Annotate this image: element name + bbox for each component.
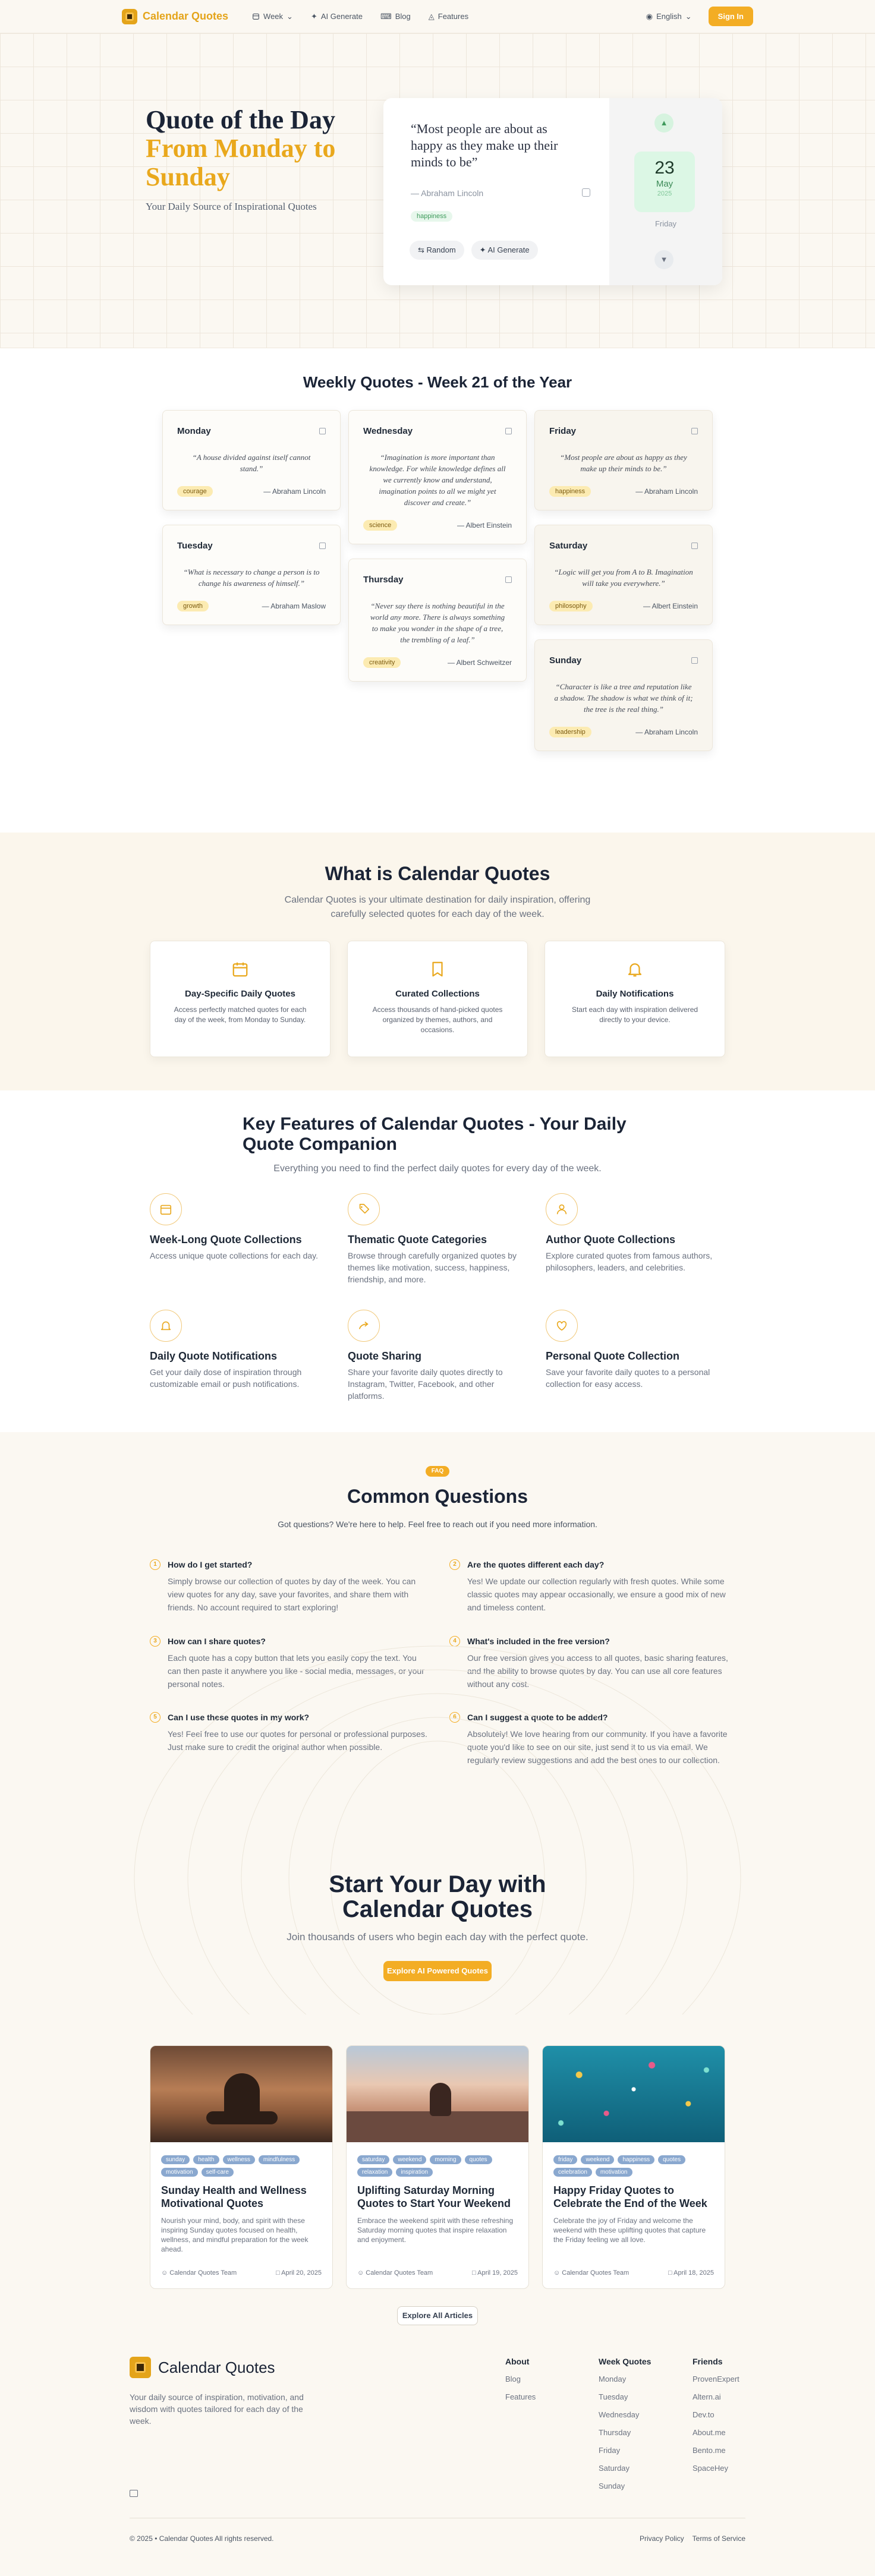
feature-thematic: [348, 1193, 526, 1285]
nav-week-dropdown[interactable]: [252, 12, 293, 21]
faq-question: How do I get started?: [168, 1560, 253, 1569]
blog-author: [161, 2269, 237, 2277]
footer-col-friends: [693, 2357, 739, 2482]
faq-question: What's included in the free version?: [467, 1637, 610, 1646]
footer-copyright: © 2025 • Calendar Quotes All rights reserved.: [130, 2534, 274, 2543]
logo-icon: [130, 2357, 151, 2378]
external-link-icon[interactable]: [691, 543, 698, 549]
language-label: English: [656, 12, 682, 21]
hero-subtitle: From Monday to Sunday: [146, 134, 336, 191]
footer-link[interactable]: Bento.me: [693, 2446, 726, 2455]
quote-author: — Abraham Lincoln: [263, 487, 326, 496]
blog-card[interactable]: [542, 2045, 725, 2289]
quote-text: “Character is like a tree and reputation like a shadow. The shadow is what we think of it; the tree is the real thing.”: [554, 682, 693, 714]
blog-title: Happy Friday Quotes to Celebrate the End of the Week: [553, 2184, 707, 2209]
faq-question: Are the quotes different each day?: [467, 1560, 605, 1569]
bell-icon: [626, 960, 644, 978]
blog-desc: Nourish your mind, body, and spirit with these inspiring Sunday quotes focused on health, wellness, and mindful preparation for the week ahead.: [161, 2216, 309, 2253]
quote-card-saturday[interactable]: [534, 525, 713, 625]
feature-title: Personal Quote Collection: [546, 1350, 680, 1362]
bookmark-icon: [429, 960, 446, 978]
copy-icon[interactable]: [582, 188, 590, 197]
quote-tag[interactable]: science: [363, 520, 397, 531]
feature-week-long: [150, 1193, 328, 1262]
date-weekday: Friday: [654, 219, 677, 228]
faq-question: Can I use these quotes in my work?: [168, 1713, 310, 1722]
blog-date-text: April 18, 2025: [673, 2269, 714, 2277]
footer-link[interactable]: Wednesday: [599, 2410, 640, 2419]
blog-tag[interactable]: wellness: [223, 2155, 255, 2164]
faq-question: How can I share quotes?: [168, 1637, 266, 1646]
about-card-desc: Start each day with inspiration delivered directly to your device.: [571, 1005, 698, 1024]
blog-tag[interactable]: inspiration: [396, 2168, 433, 2177]
faq-number: 5: [150, 1712, 160, 1723]
footer-link[interactable]: Friday: [599, 2446, 621, 2455]
quote-tag[interactable]: growth: [177, 601, 209, 611]
quote-author: — Albert Einstein: [643, 602, 698, 610]
hero-text: [146, 106, 395, 213]
faq-number: 6: [449, 1712, 460, 1723]
footer-col-title: Friends: [693, 2357, 723, 2366]
footer-link[interactable]: About.me: [693, 2428, 726, 2437]
day-label: Tuesday: [177, 541, 213, 551]
about-card-title: Daily Notifications: [596, 989, 674, 999]
blog-author: [357, 2269, 433, 2277]
day-label: Friday: [549, 426, 577, 436]
blog-title: Uplifting Saturday Morning Quotes to Start Your Weekend: [357, 2184, 511, 2209]
weekly-column-3: [534, 410, 713, 765]
faq-number: 2: [449, 1559, 460, 1570]
about-card-day-specific: [150, 941, 331, 1057]
date-badge: [634, 152, 695, 212]
external-link-icon[interactable]: [505, 576, 512, 583]
footer-col-week: [599, 2357, 651, 2499]
about-card-curated: [347, 941, 528, 1057]
feature-desc: Access unique quote collections for each day.: [150, 1251, 319, 1260]
faq-answer: Our free version gives you access to all quotes, basic sharing features, and the ability to browse quotes by day. You can use all core features without any cost.: [467, 1653, 728, 1689]
faq-answer: Each quote has a copy button that lets you easily copy the text. You can then paste it anywhere you like - social media, messages, or your personal notes.: [168, 1653, 424, 1689]
quote-author: — Abraham Maslow: [262, 602, 326, 610]
faq-question: Can I suggest a quote to be added?: [467, 1713, 608, 1722]
footer-link[interactable]: Features: [505, 2392, 536, 2401]
logo-icon: [122, 9, 137, 24]
quote-tag[interactable]: happiness: [549, 486, 591, 497]
faq-title: Common Questions: [347, 1486, 528, 1507]
quote-card-monday[interactable]: [162, 410, 341, 510]
faq-number: 1: [150, 1559, 160, 1570]
blog-tag[interactable]: friday: [553, 2155, 577, 2164]
quote-text: “Logic will get you from A to B. Imagination will take you everywhere.”: [554, 567, 693, 588]
blog-tag[interactable]: sunday: [161, 2155, 190, 2164]
chevron-down-icon: ⌄: [685, 11, 692, 21]
explore-articles-button[interactable]: Explore All Articles: [397, 2306, 478, 2325]
blog-author-name: Calendar Quotes Team: [169, 2269, 237, 2277]
blog-tag[interactable]: celebration: [553, 2168, 592, 2177]
blog-tag[interactable]: quotes: [465, 2155, 492, 2164]
features-subtitle: Everything you need to find the perfect daily quotes for every day of the week.: [273, 1164, 602, 1174]
quote-text: “Most people are about as happy as they make up their minds to be.”: [560, 453, 687, 473]
day-label: Sunday: [549, 655, 582, 666]
email-icon[interactable]: [130, 2490, 138, 2497]
quote-card-thursday[interactable]: [348, 559, 527, 682]
quote-text: “A house divided against itself cannot stand.”: [192, 453, 311, 473]
footer-link[interactable]: Tuesday: [599, 2392, 628, 2401]
blog-author-name: Calendar Quotes Team: [562, 2269, 630, 2277]
blog-tag[interactable]: self-care: [202, 2168, 234, 2177]
date-month: May: [656, 179, 673, 189]
feature-desc: Explore curated quotes from famous authors, philosophers, leaders, and celebrities.: [546, 1251, 713, 1272]
blog-date: [472, 2269, 518, 2277]
blog-tag[interactable]: motivation: [596, 2168, 632, 2177]
quote-card-sunday[interactable]: [534, 639, 713, 751]
nav-blog[interactable]: [380, 12, 411, 21]
footer-link[interactable]: Saturday: [599, 2464, 630, 2473]
quote-tag[interactable]: philosophy: [549, 601, 593, 611]
chevron-up-icon[interactable]: ▲: [654, 113, 673, 133]
feature-desc: Get your daily dose of inspiration through customizable email or push notifications.: [150, 1367, 302, 1389]
blog-tag[interactable]: weekend: [393, 2155, 426, 2164]
faq-badge: FAQ: [426, 1466, 449, 1477]
share-icon: [348, 1310, 380, 1342]
random-button[interactable]: [410, 241, 464, 260]
sparkle-icon: ✦: [310, 11, 317, 21]
nav-ai-label: AI Generate: [320, 12, 363, 21]
feature-title: Author Quote Collections: [546, 1234, 675, 1246]
blog-tag[interactable]: quotes: [658, 2155, 685, 2164]
ai-generate-button[interactable]: [471, 241, 538, 260]
blog-image-sunset: [347, 2046, 528, 2142]
calendar-icon: □: [276, 2269, 282, 2277]
feature-desc: Save your favorite daily quotes to a personal collection for easy access.: [546, 1367, 710, 1389]
date-panel: [609, 98, 722, 285]
sparkle-icon: ✦: [479, 245, 488, 254]
cta-button[interactable]: Explore AI Powered Quotes: [383, 1961, 492, 1981]
day-label: Wednesday: [363, 426, 413, 436]
weekly-title: Weekly Quotes - Week 21 of the Year: [303, 373, 572, 391]
brand-logo[interactable]: [122, 9, 228, 24]
faq-subtitle: Got questions? We're here to help. Feel free to reach out if you need more information.: [278, 1519, 597, 1529]
footer-col-title: About: [505, 2357, 530, 2366]
heart-icon: [546, 1310, 578, 1342]
bell-icon: [150, 1310, 182, 1342]
feature-desc: Share your favorite daily quotes directly to Instagram, Twitter, Facebook, and other platforms.: [348, 1367, 503, 1401]
featured-tag[interactable]: happiness: [411, 211, 452, 222]
feature-title: Daily Quote Notifications: [150, 1350, 278, 1362]
sign-in-button[interactable]: Sign In: [709, 7, 753, 26]
nav-features[interactable]: [429, 12, 468, 21]
quote-card-wednesday[interactable]: [348, 410, 527, 544]
faq-answer: Yes! We update our collection regularly with fresh quotes. While some classic quotes may appear occasionally, we ensure a good mix of new and timeless content.: [467, 1577, 726, 1612]
blog-tag[interactable]: relaxation: [357, 2168, 392, 2177]
footer-link[interactable]: Blog: [505, 2375, 521, 2383]
globe-icon: ◉: [646, 11, 653, 21]
quote-author: — Albert Schweitzer: [447, 658, 512, 667]
blog-tag[interactable]: health: [193, 2155, 219, 2164]
about-subtitle-text: Calendar Quotes is your ultimate destination for daily inspiration, offering carefully selected quotes for each day of the week.: [284, 895, 591, 919]
nav-week-label: Week: [263, 12, 284, 21]
faq-answer: Yes! Feel free to use our quotes for personal or professional purposes. Just make sure to credit the original author when possible.: [168, 1729, 427, 1752]
day-label: Saturday: [549, 541, 588, 551]
feature-sharing: [348, 1310, 526, 1402]
calendar-icon: [150, 1193, 182, 1225]
quote-author: — Albert Einstein: [457, 521, 512, 529]
quote-tag[interactable]: leadership: [549, 727, 591, 737]
blog-card[interactable]: [346, 2045, 529, 2289]
footer-link[interactable]: Monday: [599, 2375, 627, 2383]
hero-tagline: Your Daily Source of Inspirational Quotes: [146, 201, 317, 212]
calendar-icon: [252, 12, 260, 20]
external-link-icon[interactable]: [319, 543, 326, 549]
random-label: Random: [426, 245, 456, 254]
nav-blog-label: Blog: [395, 12, 411, 21]
faq-number: 3: [150, 1636, 160, 1647]
feature-author: [546, 1193, 724, 1273]
about-card-notifications: [544, 941, 725, 1057]
cta-title-line1: Start Your Day with: [329, 1871, 546, 1897]
cta-subtitle: Join thousands of users who begin each day with the perfect quote.: [287, 1931, 588, 1943]
language-select[interactable]: [646, 12, 692, 21]
feature-title: Week-Long Quote Collections: [150, 1234, 302, 1246]
feature-notifications: [150, 1310, 328, 1390]
footer-col-title: Week Quotes: [599, 2357, 651, 2366]
date-year: 2025: [657, 190, 672, 197]
user-icon: ☺: [553, 2269, 562, 2277]
blog-author: [553, 2269, 629, 2277]
calendar-icon: □: [472, 2269, 478, 2277]
about-card-title: Curated Collections: [395, 989, 480, 999]
featured-quote: “Most people are about as happy as they make up their minds to be”: [411, 121, 558, 169]
privacy-link[interactable]: Privacy Policy: [639, 2534, 684, 2543]
quote-tag[interactable]: creativity: [363, 657, 401, 668]
quote-text: “Imagination is more important than knowledge. For while knowledge defines all we currently know and understand, imagination points to all we might yet discover and create.”: [369, 453, 506, 507]
cta-title-line2: Calendar Quotes: [342, 1896, 533, 1922]
chevron-down-icon: ⌄: [287, 11, 293, 21]
calendar-icon: [231, 960, 249, 978]
nav-features-label: Features: [438, 12, 469, 21]
feature-desc: Browse through carefully organized quotes by themes like motivation, success, happiness, friendship, and more.: [348, 1251, 517, 1284]
about-card-desc: Access thousands of hand-picked quotes organized by themes, authors, and occasions.: [372, 1005, 503, 1034]
blog-date: [668, 2269, 714, 2277]
blog-card[interactable]: [150, 2045, 333, 2289]
shuffle-icon: ⇆: [418, 245, 427, 254]
quote-card-friday[interactable]: [534, 410, 713, 510]
featured-author: — Abraham Lincoln: [411, 188, 484, 198]
faq-answer: Absolutely! We love hearing from our community. If you have a favorite quote you'd like to see on our site, just send it to us via email. We regularly review suggestions and add the best ones to our collection.: [467, 1729, 728, 1765]
footer-link[interactable]: Sunday: [599, 2482, 625, 2490]
footer-link[interactable]: ProvenExpert: [693, 2375, 739, 2383]
blog-tag[interactable]: morning: [430, 2155, 461, 2164]
blog-date: [276, 2269, 322, 2277]
features-title: Key Features of Calendar Quotes - Your Daily Quote Companion: [243, 1114, 627, 1154]
bell-icon: ◬: [428, 11, 435, 21]
feature-title: Thematic Quote Categories: [348, 1234, 487, 1246]
nav-ai-generate[interactable]: [311, 12, 363, 21]
blog-date-text: April 20, 2025: [281, 2269, 322, 2277]
quote-text: “Never say there is nothing beautiful in the world any more. There is always something to make you wonder in the shape of a tree, the trembling of a leaf.”: [370, 601, 505, 644]
blog-image-meditation: [150, 2046, 332, 2142]
footer-col-about: [505, 2357, 536, 2410]
blog-title: Sunday Health and Wellness Motivational Quotes: [161, 2184, 307, 2209]
cta-background: [0, 1604, 875, 2014]
footer-logo[interactable]: [130, 2357, 275, 2378]
blog-desc: Embrace the weekend spirit with these refreshing Saturday morning quotes that inspire relaxation and enjoyment.: [357, 2216, 514, 2244]
external-link-icon[interactable]: [691, 428, 698, 434]
quote-of-the-day-card: [383, 98, 722, 285]
external-link-icon[interactable]: [319, 428, 326, 434]
footer-legal: [640, 2534, 745, 2543]
footer-link[interactable]: Dev.to: [693, 2410, 715, 2419]
about-subtitle: [0, 893, 875, 922]
quote-card-tuesday[interactable]: [162, 525, 341, 625]
user-icon: ☺: [161, 2269, 170, 2277]
external-link-icon[interactable]: [505, 428, 512, 434]
feature-personal: [546, 1310, 724, 1390]
weekly-column-2: [348, 410, 527, 696]
hero-title: Quote of the Day: [146, 105, 335, 134]
footer-brand: Calendar Quotes: [158, 2358, 275, 2376]
blog-tag[interactable]: saturday: [357, 2155, 389, 2164]
brand-name: Calendar Quotes: [143, 10, 229, 22]
quote-tag[interactable]: courage: [177, 486, 213, 497]
blog-author-name: Calendar Quotes Team: [366, 2269, 433, 2277]
blog-date-text: April 19, 2025: [477, 2269, 518, 2277]
faq-answer: Simply browse our collection of quotes by day of the week. You can view quotes for any day, save your favorites, and share them with friends. No account required to start exploring!: [168, 1577, 416, 1612]
external-link-icon[interactable]: [691, 657, 698, 664]
quote-author: — Abraham Lincoln: [635, 487, 698, 496]
day-label: Thursday: [363, 575, 404, 585]
terms-link[interactable]: Terms of Service: [692, 2534, 745, 2543]
calendar-icon: □: [668, 2269, 674, 2277]
blog-image-confetti: [543, 2046, 725, 2142]
day-label: Monday: [177, 426, 211, 436]
blog-tag[interactable]: mindfulness: [259, 2155, 300, 2164]
footer-link[interactable]: Thursday: [599, 2428, 631, 2437]
cta-title: [0, 1872, 875, 1922]
weekly-column-1: [162, 410, 341, 639]
blog-icon: ⌨: [380, 11, 392, 21]
date-day: 23: [654, 158, 675, 178]
user-icon: ☺: [357, 2269, 366, 2277]
about-title: What is Calendar Quotes: [325, 863, 550, 884]
user-icon: [546, 1193, 578, 1225]
feature-title: Quote Sharing: [348, 1350, 422, 1362]
footer-link[interactable]: Altern.ai: [693, 2392, 721, 2401]
blog-tag[interactable]: weekend: [581, 2155, 614, 2164]
top-nav: [0, 0, 875, 33]
chevron-down-icon[interactable]: ▼: [654, 250, 673, 269]
blog-desc: Celebrate the joy of Friday and welcome the weekend with these uplifting quotes that capture the Friday feeling we all love.: [553, 2216, 706, 2244]
footer-link[interactable]: SpaceHey: [693, 2464, 728, 2473]
footer-about: Your daily source of inspiration, motivation, and wisdom with quotes tailored for each day of the week.: [130, 2392, 304, 2426]
about-card-title: Day-Specific Daily Quotes: [185, 989, 295, 999]
quote-author: — Abraham Lincoln: [635, 728, 698, 736]
quote-text: “What is necessary to change a person is to change his awareness of himself.”: [183, 567, 320, 588]
faq-number: 4: [449, 1636, 460, 1647]
tag-icon: [348, 1193, 380, 1225]
blog-tag[interactable]: motivation: [161, 2168, 198, 2177]
about-card-desc: Access perfectly matched quotes for each day of the week, from Monday to Sunday.: [174, 1005, 307, 1024]
blog-tag[interactable]: happiness: [618, 2155, 654, 2164]
ai-generate-label: AI Generate: [487, 245, 530, 254]
